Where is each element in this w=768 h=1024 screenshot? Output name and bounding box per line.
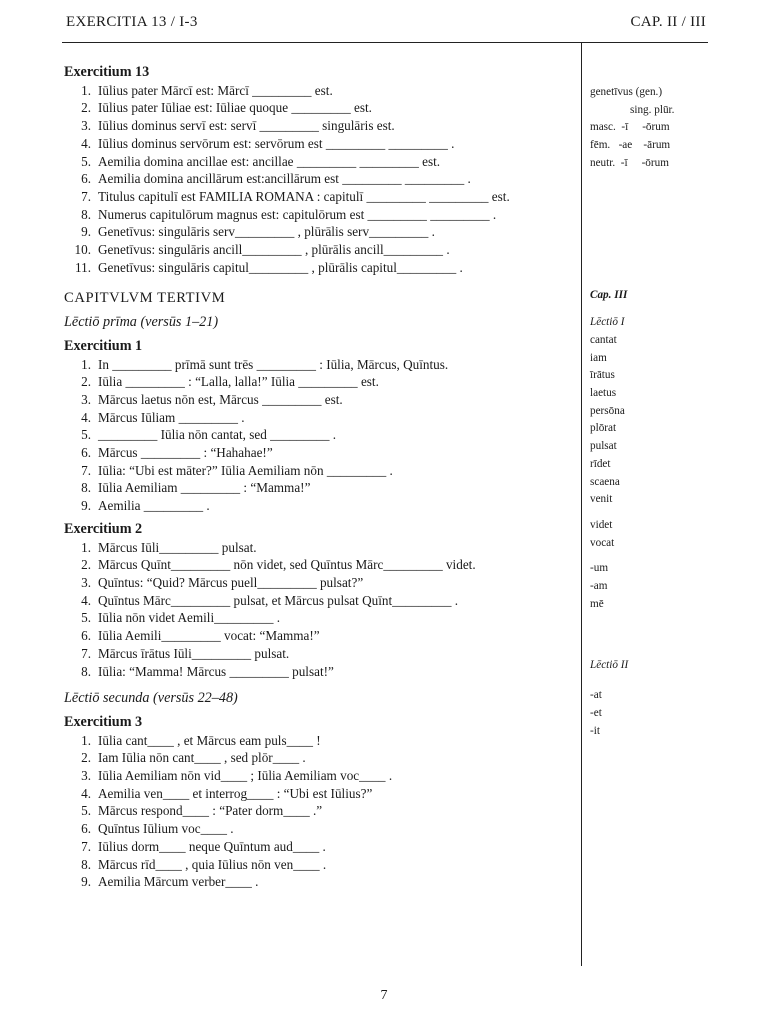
vocabulary-list-1 <box>590 332 720 509</box>
exercise-line <box>64 785 574 803</box>
line-text: Mārcus _________ : “Hahahae!” <box>98 445 273 461</box>
line-number: 4. <box>81 409 91 425</box>
running-header-left: EXERCITIA 13 / I-3 <box>66 14 198 30</box>
line-number: 9. <box>81 498 91 514</box>
genitive-header: sing. plūr. <box>630 103 675 116</box>
genitive-title: genetīvus (gen.) <box>590 86 663 98</box>
line-number: 5. <box>81 427 91 443</box>
line-number: 11. <box>75 259 91 275</box>
exercise-13-title: Exercitium 13 <box>64 64 150 80</box>
exercise-line <box>64 409 574 427</box>
line-text: Aemilia Mārcum verber____ . <box>98 874 259 890</box>
exercise-line <box>64 206 574 224</box>
ending-item: mē <box>590 597 604 610</box>
exercise-line <box>64 82 574 100</box>
exercise-line <box>64 117 574 135</box>
exercise-line <box>64 609 574 627</box>
line-text: Genetīvus: singulāris capitul_________ , plūrālis capitul_________ . <box>98 259 463 275</box>
line-text: Genetīvus: singulāris ancill_________ , plūrālis ancill_________ . <box>98 242 450 258</box>
vocab-word: rīdet <box>590 457 611 470</box>
exercise-line <box>64 873 574 891</box>
vocabulary-list-2 <box>590 517 720 552</box>
line-number: 8. <box>81 206 91 222</box>
line-number: 5. <box>81 803 91 819</box>
line-text: Quīntus: “Quid? Mārcus puell_________ pulsat?” <box>98 574 364 590</box>
line-text: Iūlia cant____ , et Mārcus eam puls____ ! <box>98 732 321 748</box>
line-number: 8. <box>81 663 91 679</box>
exercise-line <box>64 856 574 874</box>
exercise-line <box>64 170 574 188</box>
vocab-word: iam <box>590 351 607 364</box>
line-number: 2. <box>81 557 91 573</box>
exercise-line <box>64 479 574 497</box>
lectio-2-heading: Lēctiō secunda (versūs 22–48) <box>64 690 238 707</box>
line-text: Iam Iūlia nōn cant____ , sed plōr____ . <box>98 750 306 766</box>
line-text: Aemilia ven____ et interrog____ : “Ubi est Iūlius?” <box>98 785 373 801</box>
line-text: Iūlia nōn videt Aemili_________ . <box>98 610 281 626</box>
line-number: 6. <box>81 445 91 461</box>
line-text: Mārcus Iūli_________ pulsat. <box>98 539 257 555</box>
line-number: 1. <box>81 539 91 555</box>
exercise-line <box>64 574 574 592</box>
line-number: 4. <box>81 592 91 608</box>
vocab-word: vocat <box>590 536 615 549</box>
line-number: 7. <box>81 645 91 661</box>
line-number: 9. <box>81 224 91 240</box>
line-text: Iūlia: “Mamma! Mārcus _________ pulsat!” <box>98 663 334 679</box>
line-text: Iūlia: “Ubi est māter?” Iūlia Aemiliam nōn _________ . <box>98 462 393 478</box>
line-number: 10. <box>74 242 91 258</box>
exercise-line <box>64 99 574 117</box>
line-text: Iūlius pater Mārcī est: Mārcī _________ est. <box>98 82 333 98</box>
exercise-line <box>64 391 574 409</box>
line-number: 7. <box>81 838 91 854</box>
exercise-line <box>64 556 574 574</box>
vocab-word: pulsat <box>590 440 617 453</box>
header-rule <box>62 42 708 43</box>
exercise-2-title: Exercitium 2 <box>64 520 143 537</box>
line-number: 8. <box>81 480 91 496</box>
line-text: Titulus capitulī est FAMILIA ROMANA : capitulī _________ _________ est. <box>98 188 510 204</box>
endings-list-1 <box>590 560 720 613</box>
exercise-13-list <box>64 82 574 277</box>
line-text: Aemilia domina ancillārum est:ancillārum est _________ _________ . <box>98 171 471 187</box>
running-header-right: CAP. II / III <box>630 14 706 30</box>
margin-notes <box>590 84 720 740</box>
exercise-line <box>64 223 574 241</box>
line-text: Mārcus respond____ : “Pater dorm____ .” <box>98 803 323 819</box>
line-text: Iūlius dominus servī est: servī _________ singulāris est. <box>98 118 395 134</box>
exercise-line <box>64 802 574 820</box>
line-number: 5. <box>81 610 91 626</box>
line-text: Aemilia _________ . <box>98 498 210 514</box>
margin-lectio-2: Lēctiō II <box>590 659 629 672</box>
exercise-line <box>64 645 574 663</box>
line-number: 7. <box>81 462 91 478</box>
line-number: 4. <box>81 135 91 151</box>
exercise-line <box>64 732 574 750</box>
exercise-line <box>64 497 574 515</box>
exercise-line <box>64 426 574 444</box>
line-number: 3. <box>81 118 91 134</box>
vocab-word: scaena <box>590 475 620 488</box>
exercise-line <box>64 820 574 838</box>
line-text: Mārcus Iūliam _________ . <box>98 409 245 425</box>
exercise-line <box>64 241 574 259</box>
genitive-row: neutr. -ī -ōrum <box>590 156 669 169</box>
line-number: 3. <box>81 768 91 784</box>
line-number: 9. <box>81 874 91 890</box>
line-text: Numerus capitulōrum magnus est: capitulōrum est _________ _________ . <box>98 206 497 222</box>
exercise-line <box>64 749 574 767</box>
line-number: 1. <box>81 82 91 98</box>
line-text: Iūlius dorm____ neque Quīntum aud____ . <box>98 838 326 854</box>
line-number: 2. <box>81 750 91 766</box>
line-number: 3. <box>81 574 91 590</box>
line-text: Aemilia domina ancillae est: ancillae _________ _________ est. <box>98 153 441 169</box>
line-text: Iūlia Aemili_________ vocat: “Mamma!” <box>98 628 320 644</box>
exercise-line <box>64 767 574 785</box>
ending-item: -um <box>590 562 609 575</box>
line-text: Mārcus Quīnt_________ nōn videt, sed Quīntus Mārc_________ videt. <box>98 557 476 573</box>
endings-list-2 <box>590 687 720 740</box>
line-number: 1. <box>81 356 91 372</box>
exercise-1-title: Exercitium 1 <box>64 337 143 354</box>
line-text: Mārcus īrātus Iūli_________ pulsat. <box>98 645 290 661</box>
genitive-table <box>590 119 720 172</box>
vocab-word: videt <box>590 518 613 531</box>
ending-item: -et <box>590 706 602 719</box>
line-text: Iūlius pater Iūliae est: Iūliae quoque _________ est. <box>98 100 372 116</box>
exercise-line <box>64 663 574 681</box>
exercise-line <box>64 838 574 856</box>
exercise-2-list <box>64 539 574 681</box>
line-text: Iūlia Aemiliam nōn vid____ ; Iūlia Aemiliam voc____ . <box>98 768 393 784</box>
line-number: 1. <box>81 732 91 748</box>
line-text: In _________ prīmā sunt trēs _________ : Iūlia, Mārcus, Quīntus. <box>98 356 449 372</box>
line-text: Iūlius dominus servōrum est: servōrum est _________ _________ . <box>98 135 455 151</box>
page-number: 7 <box>380 988 388 1003</box>
line-number: 3. <box>81 391 91 407</box>
line-number: 2. <box>81 374 91 390</box>
line-number: 7. <box>81 188 91 204</box>
line-number: 6. <box>81 628 91 644</box>
vocab-word: venit <box>590 493 613 506</box>
chapter-title: CAPITVLVM TERTIVM <box>64 290 226 307</box>
exercise-1-list <box>64 356 574 515</box>
ending-item: -at <box>590 689 602 702</box>
exercise-line <box>64 539 574 557</box>
exercise-line <box>64 153 574 171</box>
line-number: 6. <box>81 171 91 187</box>
line-text: Iūlia Aemiliam _________ : “Mamma!” <box>98 480 311 496</box>
exercise-line <box>64 462 574 480</box>
vocab-word: īrātus <box>590 369 615 382</box>
margin-rule <box>581 42 582 966</box>
exercise-line <box>64 135 574 153</box>
line-text: Mārcus laetus nōn est, Mārcus _________ est. <box>98 391 343 407</box>
exercise-line <box>64 444 574 462</box>
line-number: 5. <box>81 153 91 169</box>
exercise-line <box>64 356 574 374</box>
ending-item: -am <box>590 580 608 593</box>
margin-chapter: Cap. III <box>590 288 628 301</box>
main-column <box>64 64 574 891</box>
exercise-line <box>64 627 574 645</box>
line-number: 2. <box>81 100 91 116</box>
exercise-line <box>64 259 574 277</box>
lectio-1-heading: Lēctiō prīma (versūs 1–21) <box>64 314 219 331</box>
line-text: Mārcus rīd____ , quia Iūlius nōn ven____ . <box>98 856 327 872</box>
exercise-3-list <box>64 732 574 891</box>
line-text: Quīntus Iūlium voc____ . <box>98 821 234 837</box>
line-text: Genetīvus: singulāris serv_________ , plūrālis serv_________ . <box>98 224 435 240</box>
vocab-word: plōrat <box>590 422 617 435</box>
margin-lectio-1: Lēctiō I <box>590 316 625 329</box>
line-text: Iūlia _________ : “Lalla, lalla!” Iūlia _________ est. <box>98 374 379 390</box>
line-number: 6. <box>81 821 91 837</box>
vocab-word: laetus <box>590 387 617 400</box>
ending-item: -it <box>590 724 600 737</box>
genitive-row: fēm. -ae -ārum <box>590 139 671 152</box>
vocab-word: persōna <box>590 404 625 417</box>
exercise-line <box>64 373 574 391</box>
line-number: 4. <box>81 785 91 801</box>
line-text: Quīntus Mārc_________ pulsat, et Mārcus pulsat Quīnt_________ . <box>98 592 459 608</box>
vocab-word: cantat <box>590 333 617 346</box>
genitive-row: masc. -ī -ōrum <box>590 121 670 134</box>
exercise-line <box>64 188 574 206</box>
exercise-line <box>64 592 574 610</box>
line-number: 8. <box>81 856 91 872</box>
line-text: _________ Iūlia nōn cantat, sed _________ . <box>98 427 337 443</box>
exercise-3-title: Exercitium 3 <box>64 713 143 730</box>
